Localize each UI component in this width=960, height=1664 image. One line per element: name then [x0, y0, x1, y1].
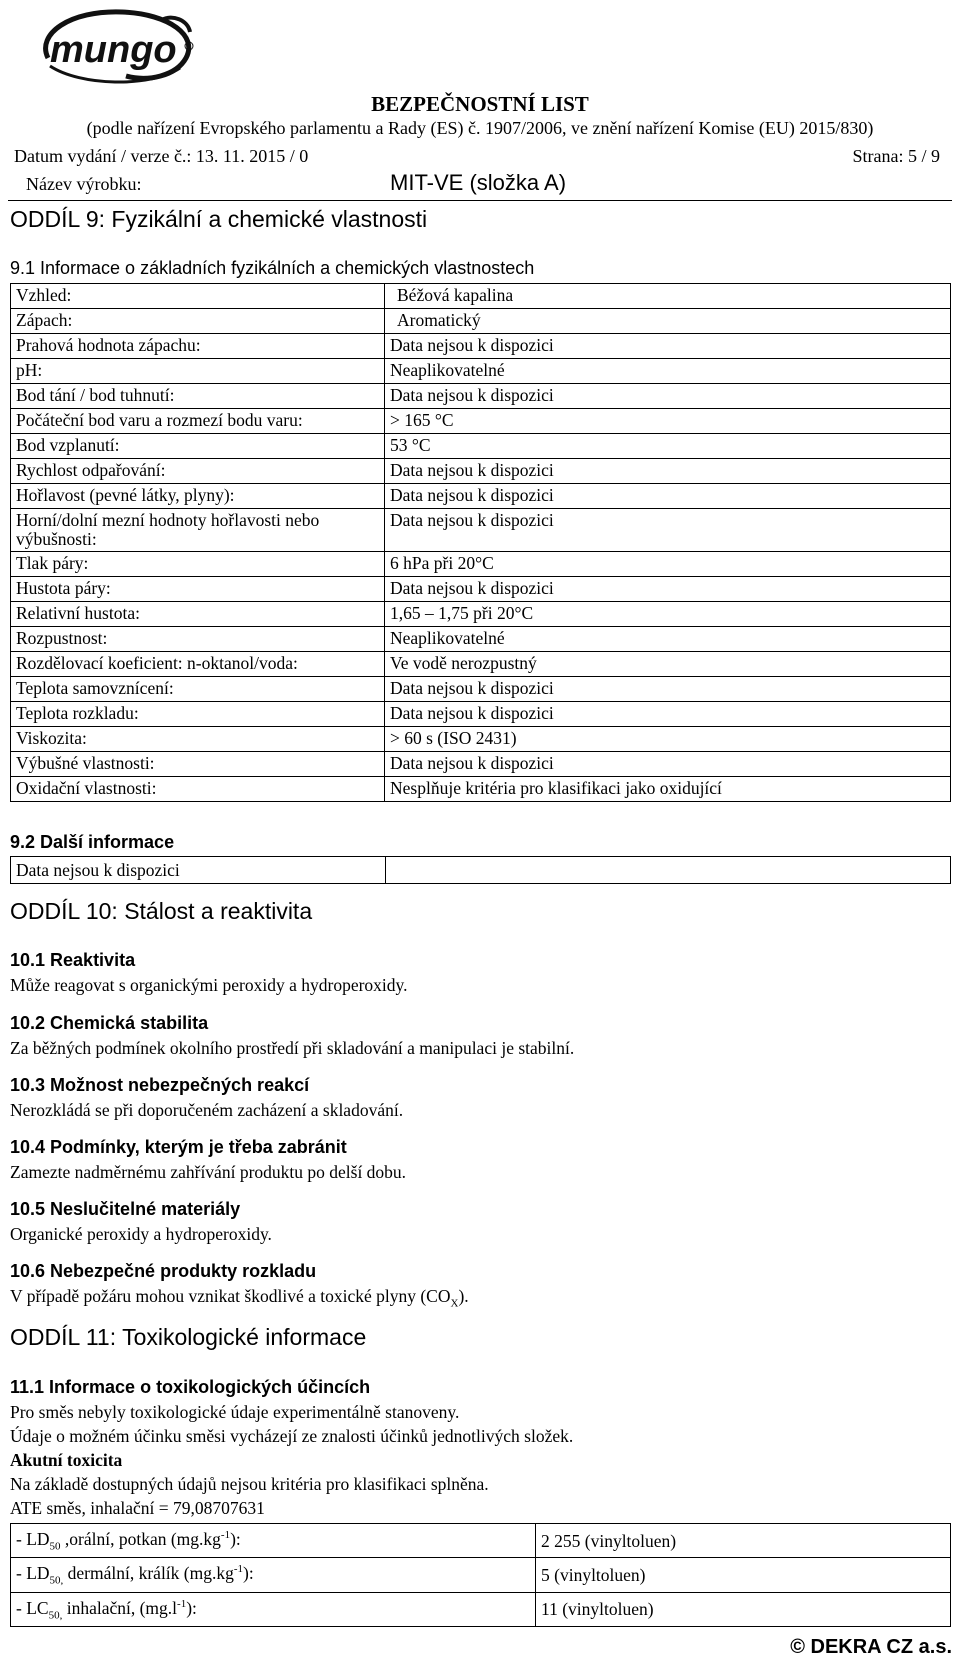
- section-9-heading: ODDÍL 9: Fyzikální a chemické vlastnosti: [10, 206, 428, 232]
- ld-label: [11, 1524, 536, 1558]
- subsection-10-5-text: Organické peroxidy a hydroperoxidy.: [10, 1224, 272, 1244]
- subsection-9-2-heading: 9.2 Další informace: [10, 832, 175, 852]
- table-row: [11, 652, 951, 677]
- regulation-reference: (podle nařízení Evropského parlamentu a Rady (ES) č. 1907/2006, ve znění nařízení Komise (EU) 2015/830): [86, 118, 874, 138]
- subsection-10-2-heading: 10.2 Chemická stabilita: [10, 1013, 209, 1033]
- ld-label: [11, 1592, 536, 1626]
- property-name: Relativní hustota:: [11, 602, 385, 627]
- text-fragment: dermální, králík (mg.kg: [63, 1563, 234, 1584]
- property-value: Data nejsou k dispozici: [385, 384, 951, 409]
- subsection-10-3-heading: 10.3 Možnost nebezpečných reakcí: [10, 1075, 310, 1095]
- property-value: Data nejsou k dispozici: [385, 334, 951, 359]
- table-row: [11, 459, 951, 484]
- property-value: 53 °C: [385, 434, 951, 459]
- property-name: Výbušné vlastnosti:: [11, 752, 385, 777]
- property-value: Data nejsou k dispozici: [385, 484, 951, 509]
- text-fragment: V případě požáru mohou vznikat škodlivé a toxické plyny (CO: [10, 1286, 451, 1306]
- section-10-heading: ODDÍL 10: Stálost a reaktivita: [10, 898, 313, 924]
- ld-value: 5 (vinyltoluen): [536, 1558, 951, 1592]
- table-row: [11, 484, 951, 509]
- property-name: Hořlavost (pevné látky, plyny):: [11, 484, 385, 509]
- property-name: Počáteční bod varu a rozmezí bodu varu:: [11, 409, 385, 434]
- table-row: [11, 777, 951, 802]
- superscript: -1: [220, 1529, 231, 1541]
- subscript: 50: [49, 1540, 61, 1553]
- property-name: Rozpustnost:: [11, 627, 385, 652]
- text-fragment: - LD: [16, 1528, 50, 1549]
- text-fragment: ).: [458, 1286, 469, 1306]
- text-fragment: inhalační, (mg.l: [62, 1597, 178, 1618]
- property-name: Horní/dolní mezní hodnoty hořlavosti nebo výbušnosti:: [11, 509, 385, 552]
- document-title: BEZPEČNOSTNÍ LIST: [371, 92, 589, 116]
- subsection-10-4-text: Zamezte nadměrnému zahřívání produktu po delší dobu.: [10, 1162, 407, 1182]
- subscript: 50,: [48, 1608, 63, 1621]
- property-value: Data nejsou k dispozici: [385, 677, 951, 702]
- property-value: Neaplikovatelné: [385, 627, 951, 652]
- table-row: [11, 677, 951, 702]
- copyright-footer: © DEKRA CZ a.s.: [790, 1636, 952, 1658]
- property-name: Rozdělovací koeficient: n-oktanol/voda:: [11, 652, 385, 677]
- property-value: Data nejsou k dispozici: [385, 752, 951, 777]
- table-row: [11, 409, 951, 434]
- product-name: MIT-VE (složka A): [390, 170, 567, 195]
- subsection-10-4-heading: 10.4 Podmínky, kterým je třeba zabránit: [10, 1137, 347, 1157]
- additional-info-table: [10, 856, 951, 884]
- property-value: Aromatický: [385, 309, 951, 334]
- subsection-10-2-text: Za běžných podmínek okolního prostředí při skladování a manipulaci je stabilní.: [10, 1038, 575, 1058]
- table-row: [11, 359, 951, 384]
- property-value: Data nejsou k dispozici: [385, 577, 951, 602]
- acute-toxicity-heading: Akutní toxicita: [10, 1450, 123, 1470]
- text-fragment: ,orální, potkan (mg.kg: [60, 1528, 221, 1549]
- property-name: Hustota páry:: [11, 577, 385, 602]
- subsection-10-6-text: [10, 1286, 469, 1310]
- property-name: Rychlost odpařování:: [11, 459, 385, 484]
- text-fragment: - LC: [16, 1597, 49, 1618]
- subsection-10-1-heading: 10.1 Reaktivita: [10, 950, 136, 970]
- property-value: Neaplikovatelné: [385, 359, 951, 384]
- property-name: Oxidační vlastnosti:: [11, 777, 385, 802]
- property-value: Ve vodě nerozpustný: [385, 652, 951, 677]
- subsection-10-6-heading: 10.6 Nebezpečné produkty rozkladu: [10, 1261, 317, 1281]
- superscript: -1: [233, 1563, 244, 1576]
- table-row: [11, 1524, 951, 1558]
- table-row: [11, 1592, 951, 1626]
- ld-value: 2 255 (vinyltoluen): [536, 1524, 951, 1558]
- ld-value: 11 (vinyltoluen): [536, 1592, 951, 1626]
- tox-line-2: Údaje o možném účinku směsi vycházejí ze znalosti účinků jednotlivých složek.: [10, 1426, 574, 1446]
- table-row: [11, 509, 951, 552]
- property-name: Bod tání / bod tuhnutí:: [11, 384, 385, 409]
- table-row: [11, 1558, 951, 1592]
- issue-date: Datum vydání / verze č.: 13. 11. 2015 / 0: [14, 146, 309, 166]
- text-fragment: - LD: [16, 1563, 50, 1584]
- text-fragment: ):: [230, 1528, 241, 1549]
- property-name: Zápach:: [11, 309, 385, 334]
- table-row: [11, 334, 951, 359]
- section-11-heading: ODDÍL 11: Toxikologické informace: [10, 1324, 367, 1350]
- tox-line-4: ATE směs, inhalační = 79,08707631: [10, 1498, 265, 1518]
- property-value: 1,65 – 1,75 při 20°C: [385, 602, 951, 627]
- table-row: [11, 434, 951, 459]
- property-value: Data nejsou k dispozici: [385, 509, 951, 552]
- subsection-10-1-text: Může reagovat s organickými peroxidy a hydroperoxidy.: [10, 975, 408, 995]
- property-value: 6 hPa při 20°C: [385, 552, 951, 577]
- subsection-10-3-text: Nerozkládá se při doporučeném zacházení a skladování.: [10, 1100, 404, 1120]
- property-name: Viskozita:: [11, 727, 385, 752]
- acute-toxicity-table: [10, 1523, 951, 1627]
- empty-cell: [386, 857, 951, 884]
- property-value: Béžová kapalina: [385, 284, 951, 309]
- product-label: Název výrobku:: [26, 174, 142, 194]
- subscript: 50,: [49, 1574, 64, 1587]
- table-row: [11, 602, 951, 627]
- property-value: Data nejsou k dispozici: [385, 459, 951, 484]
- table-row: [11, 384, 951, 409]
- table-row: [11, 727, 951, 752]
- table-row: [11, 284, 951, 309]
- page-number: Strana: 5 / 9: [852, 146, 940, 166]
- table-row: [11, 552, 951, 577]
- svg-text:mungo: mungo: [50, 29, 177, 71]
- text-fragment: ):: [243, 1563, 254, 1584]
- subsection-11-1-heading: 11.1 Informace o toxikologických účincích: [10, 1377, 371, 1397]
- table-row: [11, 627, 951, 652]
- subsection-9-1-heading: 9.1 Informace o základních fyzikálních a chemických vlastnostech: [10, 258, 535, 278]
- property-name: Bod vzplanutí:: [11, 434, 385, 459]
- mungo-logo: [30, 6, 200, 92]
- superscript: -1: [177, 1597, 187, 1610]
- header-divider: [8, 200, 952, 201]
- table-row: [11, 309, 951, 334]
- property-name: Vzhled:: [11, 284, 385, 309]
- ld-label: [11, 1558, 536, 1592]
- table-row: [11, 577, 951, 602]
- table-row: [11, 702, 951, 727]
- text-fragment: ):: [186, 1597, 197, 1618]
- property-value: > 60 s (ISO 2431): [385, 727, 951, 752]
- property-value: Nesplňuje kritéria pro klasifikaci jako oxidující: [385, 777, 951, 802]
- additional-info-value: Data nejsou k dispozici: [11, 857, 386, 884]
- property-name: Teplota samovznícení:: [11, 677, 385, 702]
- physical-properties-table: [10, 283, 951, 802]
- property-name: Prahová hodnota zápachu:: [11, 334, 385, 359]
- property-name: Teplota rozkladu:: [11, 702, 385, 727]
- tox-line-3: Na základě dostupných údajů nejsou kritéria pro klasifikaci splněna.: [10, 1474, 489, 1494]
- property-name: pH:: [11, 359, 385, 384]
- subscript: X: [450, 1297, 459, 1310]
- property-value: > 165 °C: [385, 409, 951, 434]
- tox-line-1: Pro směs nebyly toxikologické údaje experimentálně stanoveny.: [10, 1402, 460, 1422]
- table-row: [11, 752, 951, 777]
- property-value: Data nejsou k dispozici: [385, 702, 951, 727]
- property-name: Tlak páry:: [11, 552, 385, 577]
- subsection-10-5-heading: 10.5 Neslučitelné materiály: [10, 1199, 241, 1219]
